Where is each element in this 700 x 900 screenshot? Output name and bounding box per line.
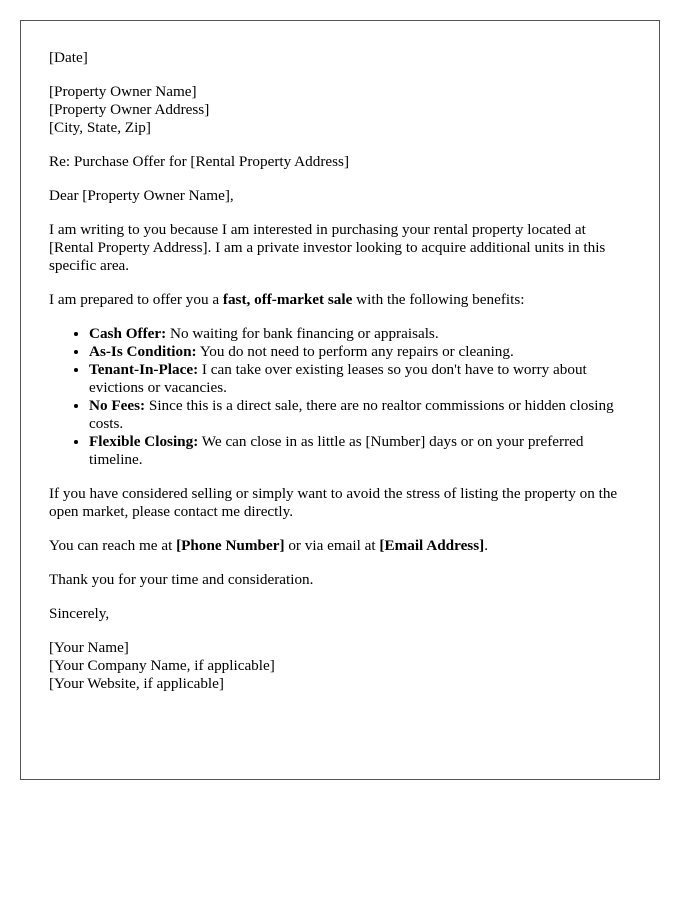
benefit-title: Tenant-In-Place: xyxy=(89,361,199,378)
benefit-text: Since this is a direct sale, there are no realtor commissions or hidden closing costs. xyxy=(89,397,614,432)
contact-paragraph xyxy=(49,537,631,555)
benefit-text: No waiting for bank financing or appraisals. xyxy=(166,325,439,342)
contact-text-before: You can reach me at xyxy=(49,537,177,554)
letter-date: [Date] xyxy=(49,49,88,66)
offer-paragraph xyxy=(49,291,631,309)
offer-text-bold: fast, off-market sale xyxy=(222,291,353,308)
consider-paragraph: If you have considered selling or simply want to avoid the stress of listing the property on the open market, please contact me directly. xyxy=(49,485,618,520)
salutation: Dear [Property Owner Name], xyxy=(49,187,234,204)
subject-line: Re: Purchase Offer for [Rental Property Address] xyxy=(49,153,350,170)
signature-company: [Your Company Name, if applicable] xyxy=(49,657,275,674)
thanks-line: Thank you for your time and consideration. xyxy=(49,571,314,588)
benefit-title: Flexible Closing: xyxy=(89,433,199,450)
benefit-text: We can close in as little as [Number] days or on your preferred timeline. xyxy=(89,433,584,468)
signature-name: [Your Name] xyxy=(49,639,129,656)
recipient-name: [Property Owner Name] xyxy=(49,83,197,100)
list-item xyxy=(89,361,631,397)
signature-block xyxy=(49,639,631,693)
offer-text-before: I am prepared to offer you a xyxy=(49,291,223,308)
letter-page xyxy=(20,20,660,780)
contact-text-middle: or via email at xyxy=(284,537,380,554)
phone-placeholder: [Phone Number] xyxy=(176,537,285,554)
benefit-title: As-Is Condition: xyxy=(89,343,197,360)
benefit-title: No Fees: xyxy=(89,397,146,414)
email-placeholder: [Email Address] xyxy=(379,537,485,554)
list-item xyxy=(89,397,631,433)
benefits-list xyxy=(49,325,631,469)
benefit-title: Cash Offer: xyxy=(89,325,167,342)
list-item xyxy=(89,325,631,343)
signature-website: [Your Website, if applicable] xyxy=(49,675,224,692)
recipient-block xyxy=(49,83,631,137)
closing-line: Sincerely, xyxy=(49,605,110,622)
recipient-city-state-zip: [City, State, Zip] xyxy=(49,119,151,136)
recipient-address: [Property Owner Address] xyxy=(49,101,210,118)
list-item xyxy=(89,433,631,469)
benefit-text: I can take over existing leases so you don't have to worry about evictions or vacancies. xyxy=(89,361,587,396)
contact-text-after: . xyxy=(484,537,488,554)
intro-paragraph: I am writing to you because I am interested in purchasing your rental property located at [Rental Property Address]. I am a private investor looking to acquire additional units in this specific area. xyxy=(49,221,606,274)
benefit-text: You do not need to perform any repairs or cleaning. xyxy=(196,343,514,360)
offer-text-after: with the following benefits: xyxy=(352,291,525,308)
list-item xyxy=(89,343,631,361)
